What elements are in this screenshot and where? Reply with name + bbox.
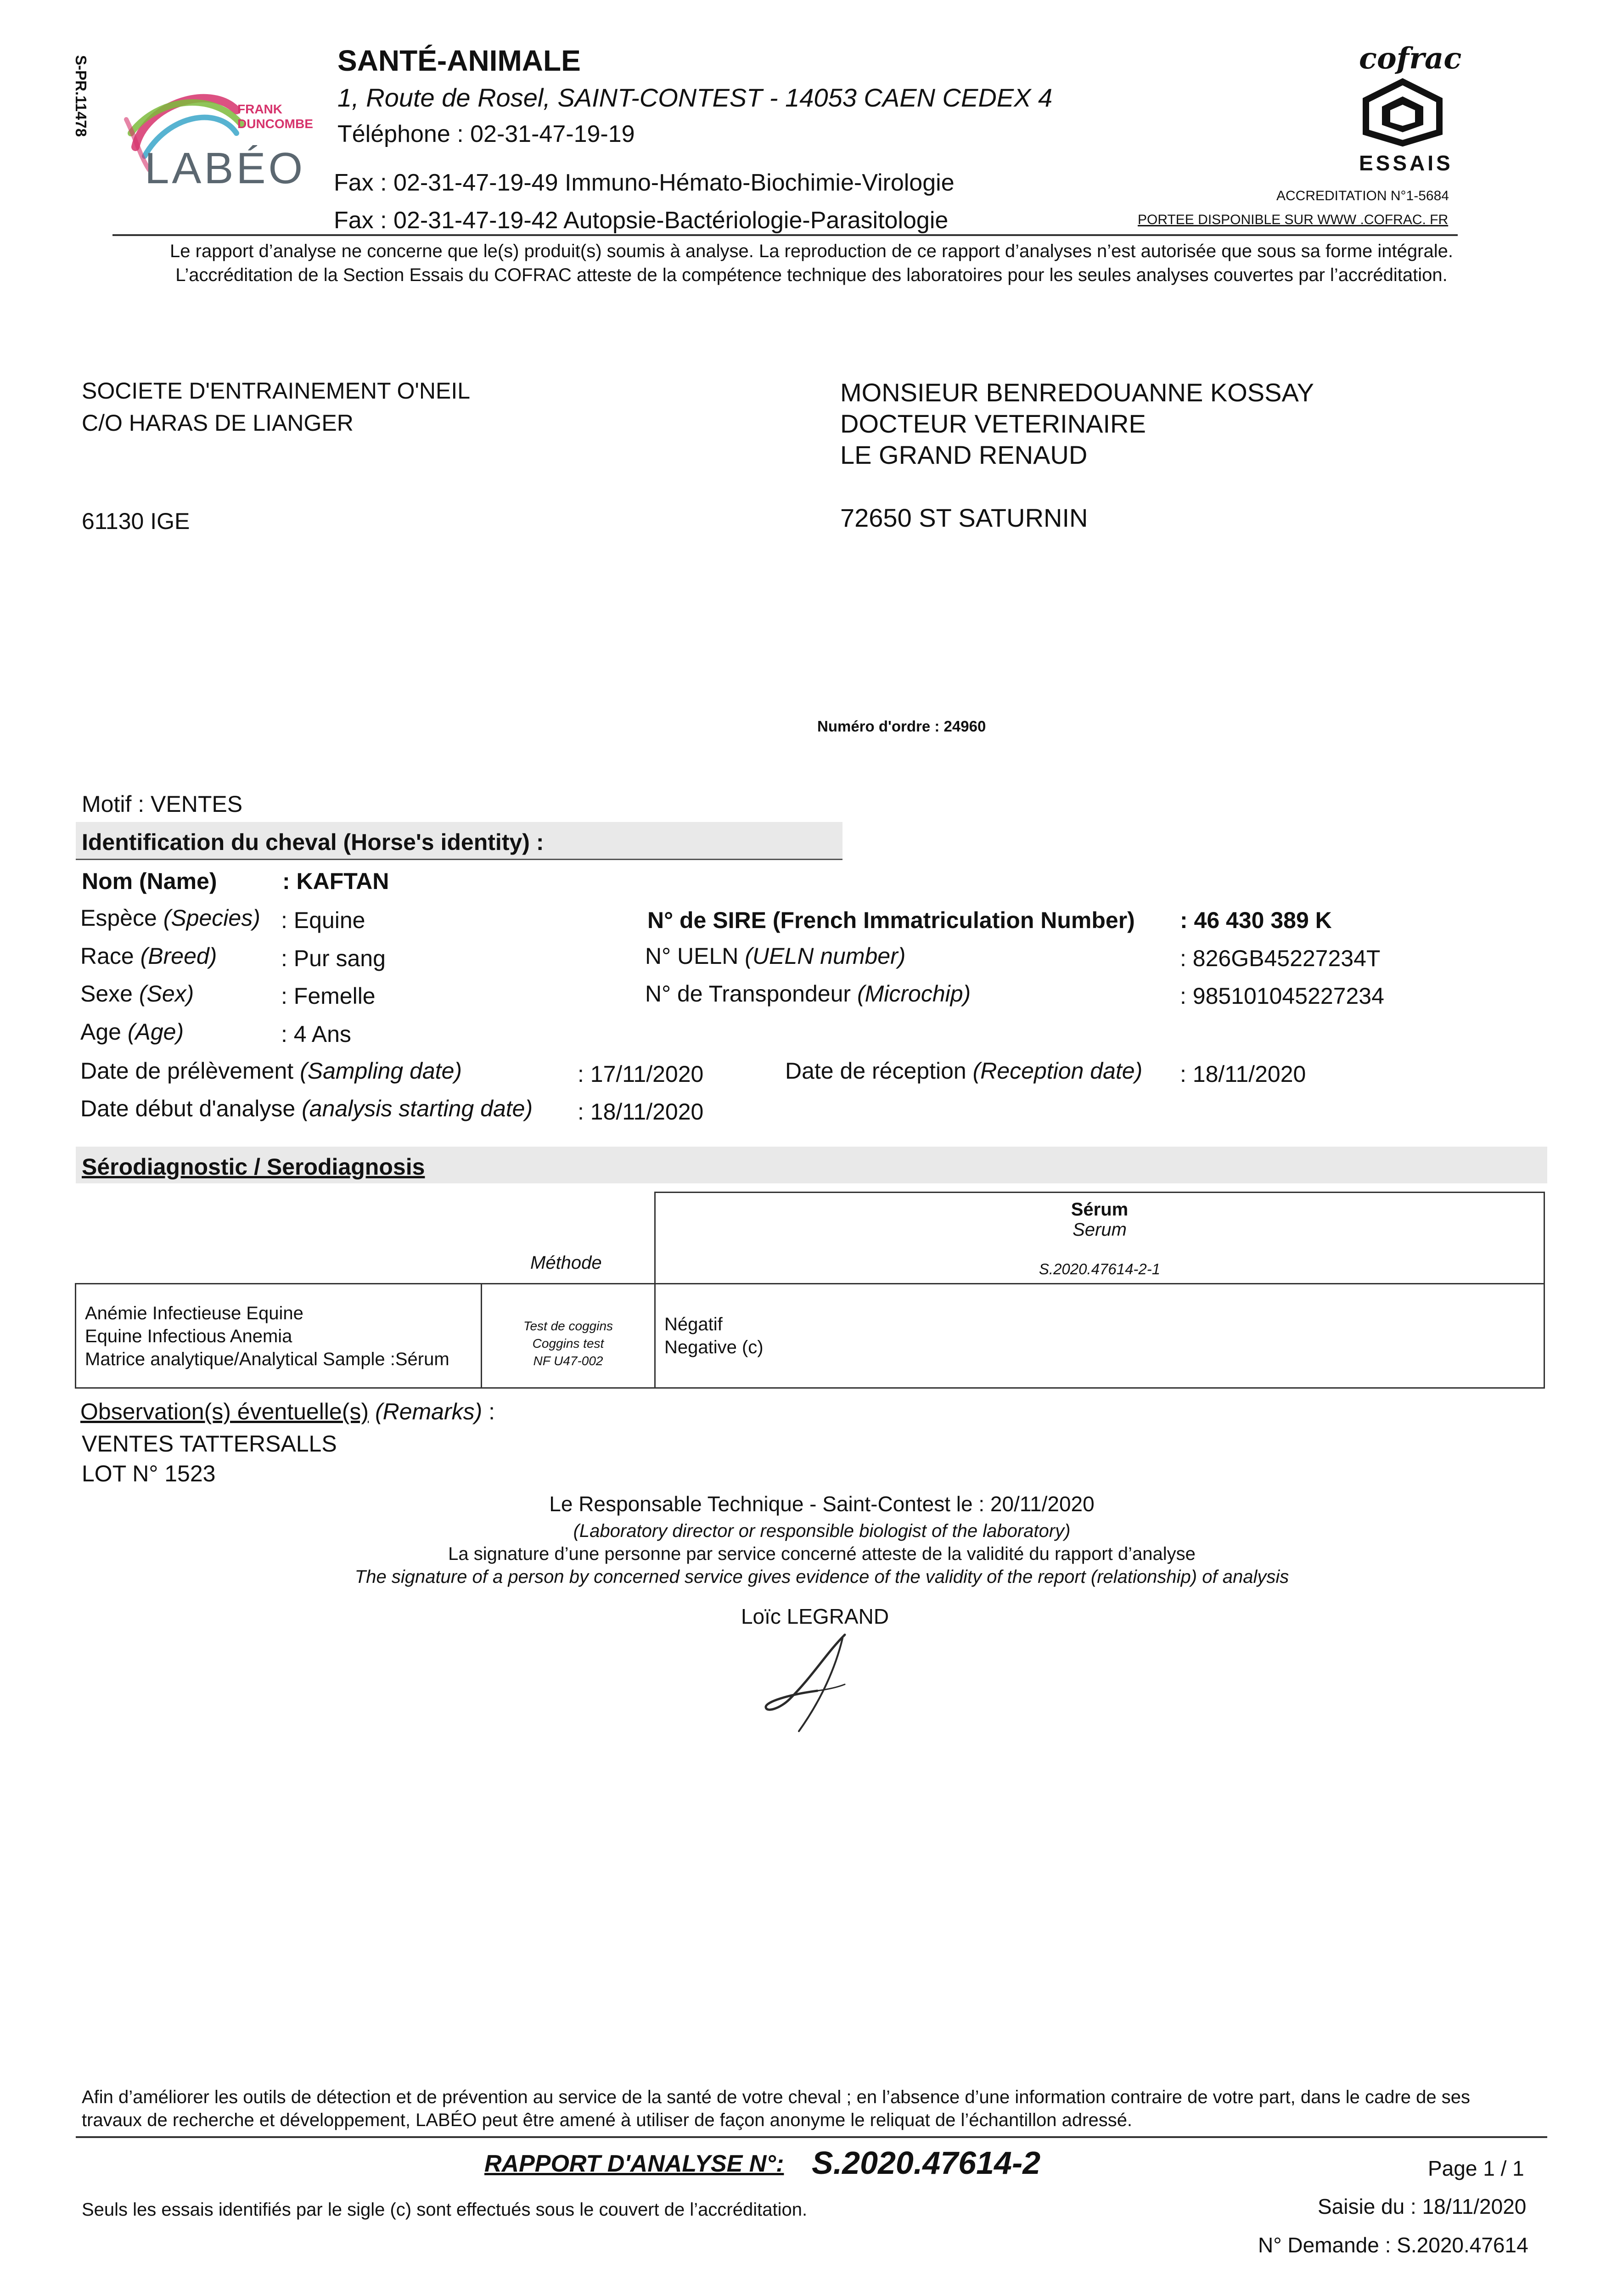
recipient-line-2: DOCTEUR VETERINAIRE (840, 409, 1146, 438)
sample-header-en: Serum (1073, 1220, 1127, 1240)
start-date-label (80, 1095, 533, 1122)
species-value: : Equine (281, 907, 365, 933)
remarks-label-fr: Observation(s) éventuelle(s) (80, 1399, 369, 1424)
labeo-logo (117, 78, 328, 197)
method-header: Méthode (530, 1253, 602, 1273)
owner-line-1: SOCIETE D'ENTRAINEMENT O'NEIL (82, 378, 471, 404)
transponder-value: : 985101045227234 (1180, 983, 1384, 1009)
test-name-fr: Anémie Infectieuse Equine (85, 1303, 303, 1323)
order-number: Numéro d'ordre : 24960 (817, 718, 986, 735)
report-number: S.2020.47614-2 (812, 2145, 1041, 2181)
sex-label-fr: Sexe (80, 981, 133, 1007)
page-number: Page 1 / 1 (1428, 2156, 1524, 2180)
owner-postal: 61130 IGE (82, 508, 190, 534)
serology-heading: Sérodiagnostic / Serodiagnosis (82, 1154, 425, 1180)
sire-value: : 46 430 389 K (1180, 907, 1332, 933)
name-label: Nom (Name) (82, 868, 217, 894)
cofrac-portee[interactable]: PORTEE DISPONIBLE SUR WWW .COFRAC. FR (1138, 212, 1449, 227)
remarks-label-colon: : (489, 1399, 495, 1424)
species-label-fr: Espèce (80, 905, 157, 931)
sex-label-en: (Sex) (139, 981, 194, 1007)
lab-address: 1, Route de Rosel, SAINT-CONTEST - 14053 CAEN CEDEX 4 (337, 83, 1053, 112)
request-number: N° Demande : S.2020.47614 (1258, 2233, 1528, 2257)
result-fr: Négatif (664, 1314, 723, 1334)
sample-header: Sérum (1071, 1199, 1129, 1220)
header-rule (112, 234, 1458, 236)
sampling-date-label (80, 1058, 462, 1084)
side-reference: S-PR.11478 (73, 55, 90, 137)
reception-date-label-en: (Reception date) (972, 1058, 1143, 1084)
breed-label-en: (Breed) (140, 943, 217, 969)
signature-validity-fr: La signature d’une personne par service concerné atteste de la validité du rapport d’analyse (448, 1544, 1196, 1564)
remarks-line-2: LOT N° 1523 (82, 1461, 216, 1486)
identity-heading-rule (76, 859, 842, 860)
signature-mark (762, 1626, 872, 1736)
remarks-label-en: (Remarks) (375, 1399, 483, 1424)
sex-value: : Femelle (281, 983, 376, 1009)
disclaimer-line-2: L’accréditation de la Section Essais du COFRAC atteste de la compétence technique des laboratoires pour les seules analyses couvertes par l’accréditation. (175, 265, 1448, 285)
method-line-3: NF U47-002 (533, 1354, 603, 1368)
signer-name: Loïc LEGRAND (741, 1604, 889, 1628)
method-line-2: Coggins test (532, 1336, 604, 1351)
reception-date-label-fr: Date de réception (785, 1058, 966, 1084)
footer-rule (76, 2136, 1547, 2138)
ueln-label (645, 943, 905, 969)
lab-name: SANTÉ-ANIMALE (337, 44, 581, 77)
species-label (80, 905, 260, 931)
sample-id: S.2020.47614-2-1 (1039, 1261, 1161, 1277)
start-date-label-fr: Date début d'analyse (80, 1096, 296, 1121)
test-matrix: Matrice analytique/Analytical Sample :Sérum (85, 1349, 449, 1369)
signature-responsible: Le Responsable Technique - Saint-Contest le : 20/11/2020 (549, 1492, 1095, 1516)
logo-tagline-2: DUNCOMBE (237, 117, 313, 131)
recipient-line-3: LE GRAND RENAUD (840, 440, 1088, 469)
table-row (75, 1283, 1545, 1389)
breed-label (80, 943, 217, 969)
sampling-date-label-en: (Sampling date) (300, 1058, 462, 1084)
reception-date-label (785, 1058, 1142, 1084)
sampling-date-value: : 17/11/2020 (578, 1061, 704, 1087)
table-row-divider-2 (654, 1283, 656, 1389)
age-value: : 4 Ans (281, 1021, 351, 1047)
logo-brand: LABÉO (145, 144, 306, 193)
lab-fax-1: Fax : 02-31-47-19-49 Immuno-Hémato-Biochimie-Virologie (334, 169, 955, 196)
table-row-divider-1 (481, 1283, 482, 1389)
cofrac-accreditation: ACCREDITATION N°1-5684 (1276, 188, 1449, 203)
start-date-value: : 18/11/2020 (578, 1099, 704, 1125)
cofrac-logo-top: cofrac (1359, 41, 1462, 76)
breed-value: : Pur sang (281, 945, 386, 971)
signature-role-en: (Laboratory director or responsible biologist of the laboratory) (573, 1521, 1071, 1541)
transponder-label-en: (Microchip) (857, 981, 971, 1007)
reception-date-value: : 18/11/2020 (1180, 1061, 1306, 1087)
start-date-label-en: (analysis starting date) (302, 1096, 533, 1121)
owner-line-2: C/O HARAS DE LIANGER (82, 410, 354, 436)
age-label-fr: Age (80, 1019, 121, 1045)
accreditation-note: Seuls les essais identifiés par le sigle (c) sont effectués sous le couvert de l’accréditation. (82, 2200, 808, 2220)
age-label-en: (Age) (127, 1019, 184, 1045)
ueln-label-en: (UELN number) (745, 943, 906, 969)
sire-label: N° de SIRE (French Immatriculation Number) (647, 907, 1135, 933)
recipient-line-1: MONSIEUR BENREDOUANNE KOSSAY (840, 378, 1314, 407)
remarks-line-1: VENTES TATTERSALLS (82, 1431, 337, 1457)
recipient-postal: 72650 ST SATURNIN (840, 503, 1088, 532)
ueln-value: : 826GB45227234T (1180, 945, 1381, 971)
report-label: RAPPORT D'ANALYSE N°: (484, 2150, 784, 2177)
lab-phone: Téléphone : 02-31-47-19-19 (337, 121, 635, 147)
footer-notice-2: travaux de recherche et développement, LABÉO peut être amené à utiliser de façon anonyme le reliquat de l’échantillon adressé. (82, 2110, 1133, 2130)
signature-validity-en: The signature of a person by concerned service gives evidence of the validity of the report (relationship) of analysis (354, 1567, 1289, 1587)
sex-label (80, 980, 194, 1007)
disclaimer-line-1: Le rapport d’analyse ne concerne que le(s) produit(s) soumis à analyse. La reproduction de ce rapport d’analyses n’est autorisée que sous sa forme intégrale. (170, 241, 1453, 261)
motif: Motif : VENTES (82, 791, 243, 817)
identity-heading: Identification du cheval (Horse's identity) : (82, 829, 544, 855)
remarks-label (80, 1398, 495, 1425)
result-en: Negative (c) (664, 1337, 764, 1357)
ueln-label-fr: N° UELN (645, 943, 739, 969)
entered-date: Saisie du : 18/11/2020 (1318, 2195, 1527, 2218)
cofrac-logo-bottom: ESSAIS (1359, 151, 1453, 175)
lab-fax-2: Fax : 02-31-47-19-42 Autopsie-Bactériologie-Parasitologie (334, 207, 949, 234)
species-label-en: (Species) (163, 905, 260, 931)
sampling-date-label-fr: Date de prélèvement (80, 1058, 294, 1084)
cofrac-emblem-icon (1359, 78, 1446, 147)
breed-label-fr: Race (80, 943, 134, 969)
method-line-1: Test de coggins (523, 1319, 613, 1333)
age-label (80, 1019, 184, 1045)
logo-tagline-1: FRANK (237, 102, 282, 116)
footer-notice-1: Afin d’améliorer les outils de détection et de prévention au service de la santé de votre cheval ; en l’absence d’une information contraire de votre part, dans le cadre de ses (82, 2087, 1470, 2107)
test-name-en: Equine Infectious Anemia (85, 1326, 292, 1346)
transponder-label-fr: N° de Transpondeur (645, 981, 851, 1007)
cofrac-logo (1357, 41, 1462, 179)
transponder-label (645, 980, 971, 1007)
name-value: : KAFTAN (282, 868, 389, 894)
